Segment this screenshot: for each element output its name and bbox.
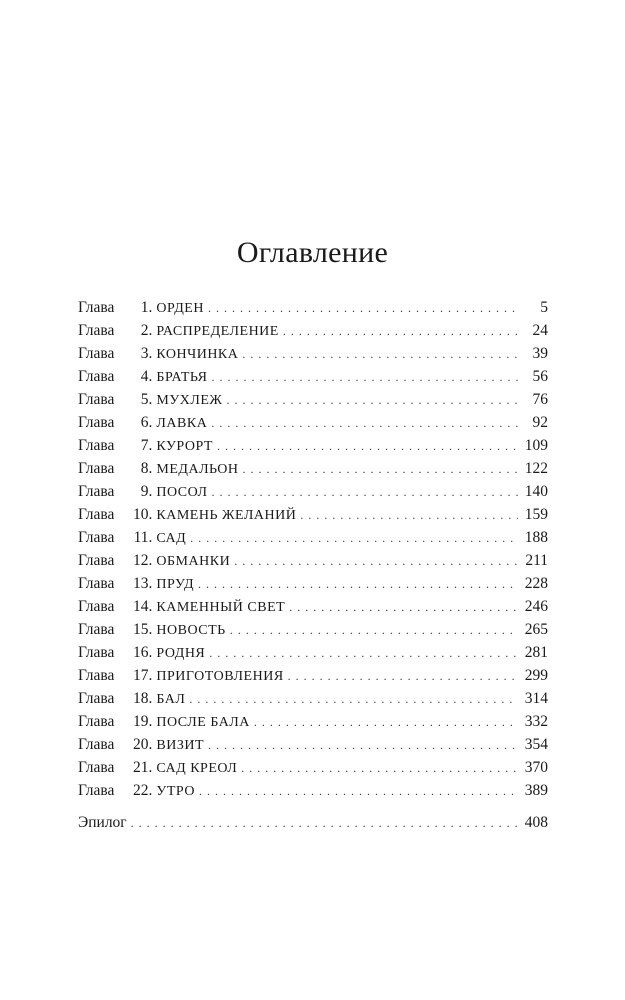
chapter-page: 159 [524, 506, 548, 523]
chapter-number: 4. [140, 368, 153, 385]
dot-leader [241, 757, 518, 780]
dot-leader [212, 366, 518, 389]
chapter-page: 389 [524, 782, 548, 799]
toc-entry-chapter-4[interactable] [78, 365, 548, 388]
chapter-title: САД [156, 531, 187, 546]
toc-entry-chapter-13[interactable] [78, 572, 548, 595]
chapter-title: ОБМАНКИ [156, 554, 231, 569]
epilogue-page: 408 [524, 814, 548, 831]
chapter-page: 122 [524, 460, 548, 477]
toc-entry-chapter-3[interactable] [78, 342, 548, 365]
chapter-number: 8. [140, 460, 153, 477]
dot-leader [212, 481, 518, 504]
chapter-number: 1. [140, 299, 153, 316]
chapter-title: БАЛ [156, 692, 186, 707]
chapter-word: Глава [78, 644, 115, 661]
chapter-number: 5. [140, 391, 153, 408]
chapter-number: 20. [133, 736, 153, 753]
epilogue-title: Эпилог [78, 814, 127, 831]
dot-leader [242, 458, 518, 481]
chapter-word: Глава [78, 575, 115, 592]
toc-entry-chapter-22[interactable] [78, 779, 548, 802]
chapter-word: Глава [78, 782, 115, 799]
chapter-page: 332 [524, 713, 548, 730]
chapter-number: 3. [140, 345, 153, 362]
chapter-page: 246 [524, 598, 548, 615]
chapter-word: Глава [78, 690, 115, 707]
toc-entry-chapter-11[interactable] [78, 526, 548, 549]
toc-entry-chapter-17[interactable] [78, 664, 548, 687]
chapter-number: 19. [133, 713, 153, 730]
chapter-title: ПОСОЛ [156, 485, 208, 500]
dot-leader [300, 504, 518, 527]
table-of-contents [78, 296, 548, 834]
chapter-title: КОНЧИНКА [156, 347, 239, 362]
toc-entry-chapter-1[interactable] [78, 296, 548, 319]
chapter-number: 17. [133, 667, 153, 684]
chapter-title: ОРДЕН [156, 301, 204, 316]
dot-leader [230, 619, 518, 642]
chapter-number: 22. [133, 782, 153, 799]
chapter-title: УТРО [156, 784, 195, 799]
chapter-title: МЕДАЛЬОН [156, 462, 239, 477]
chapter-number: 12. [133, 552, 153, 569]
toc-entry-chapter-5[interactable] [78, 388, 548, 411]
toc-entry-chapter-15[interactable] [78, 618, 548, 641]
chapter-title: НОВОСТЬ [156, 623, 226, 638]
dot-leader [234, 550, 518, 573]
toc-entry-chapter-21[interactable] [78, 756, 548, 779]
dot-leader [211, 412, 518, 435]
dot-leader [209, 642, 518, 665]
chapter-title: ПРИГОТОВЛЕНИЯ [156, 669, 284, 684]
dot-leader [289, 596, 518, 619]
chapter-word: Глава [78, 552, 115, 569]
chapter-word: Глава [78, 391, 115, 408]
dot-leader [190, 527, 518, 550]
chapter-page: 188 [524, 529, 548, 546]
toc-entry-chapter-18[interactable] [78, 687, 548, 710]
toc-entry-chapter-14[interactable] [78, 595, 548, 618]
chapter-word: Глава [78, 529, 115, 546]
chapter-page: 314 [524, 690, 548, 707]
chapter-title: ПОСЛЕ БАЛА [156, 715, 250, 730]
toc-entry-chapter-16[interactable] [78, 641, 548, 664]
toc-entry-epilogue[interactable] [78, 811, 548, 834]
chapter-word: Глава [78, 322, 115, 339]
chapter-word: Глава [78, 437, 115, 454]
dot-leader [189, 688, 518, 711]
chapter-number: 14. [133, 598, 153, 615]
toc-entry-chapter-8[interactable] [78, 457, 548, 480]
dot-leader [217, 435, 518, 458]
chapter-page: 299 [524, 667, 548, 684]
chapter-number: 11. [133, 529, 153, 546]
chapter-title: САД КРЕОЛ [156, 761, 238, 776]
chapter-word: Глава [78, 713, 115, 730]
chapter-page: 370 [524, 759, 548, 776]
chapter-page: 109 [524, 437, 548, 454]
chapter-number: 2. [140, 322, 153, 339]
toc-entry-chapter-10[interactable] [78, 503, 548, 526]
toc-entry-chapter-7[interactable] [78, 434, 548, 457]
chapter-page: 265 [524, 621, 548, 638]
chapter-page: 140 [524, 483, 548, 500]
chapter-page: 211 [525, 552, 548, 569]
chapter-word: Глава [78, 621, 115, 638]
toc-entry-chapter-6[interactable] [78, 411, 548, 434]
chapter-page: 24 [532, 322, 548, 339]
chapter-number: 9. [140, 483, 153, 500]
chapter-word: Глава [78, 736, 115, 753]
dot-leader [199, 780, 518, 803]
chapter-word: Глава [78, 414, 115, 431]
chapter-title: РАСПРЕДЕЛЕНИЕ [156, 324, 279, 339]
dot-leader [254, 711, 518, 734]
chapter-page: 92 [532, 414, 548, 431]
chapter-word: Глава [78, 506, 115, 523]
page-title: Оглавление [236, 236, 389, 269]
chapter-title: МУХЛЕЖ [156, 393, 223, 408]
chapter-word: Глава [78, 759, 115, 776]
dot-leader [208, 297, 518, 320]
chapter-page: 281 [524, 644, 548, 661]
dot-leader [288, 665, 518, 688]
chapter-word: Глава [78, 345, 115, 362]
chapter-title: БРАТЬЯ [156, 370, 208, 385]
chapter-title: РОДНЯ [156, 646, 206, 661]
chapter-number: 6. [140, 414, 153, 431]
dot-leader [283, 320, 518, 343]
chapter-page: 76 [532, 391, 548, 408]
chapter-number: 15. [133, 621, 153, 638]
chapter-word: Глава [78, 598, 115, 615]
chapter-title: ПРУД [156, 577, 195, 592]
dot-leader [226, 389, 518, 412]
toc-entry-chapter-2[interactable] [78, 319, 548, 342]
chapter-word: Глава [78, 368, 115, 385]
chapter-page: 39 [532, 345, 548, 362]
chapter-number: 10. [133, 506, 153, 523]
chapter-title: КАМЕНЬ ЖЕЛАНИЙ [156, 508, 297, 523]
chapter-number: 21. [133, 759, 153, 776]
dot-leader [131, 812, 518, 835]
chapter-title: ЛАВКА [156, 416, 208, 431]
toc-entry-chapter-9[interactable] [78, 480, 548, 503]
toc-entry-chapter-12[interactable] [78, 549, 548, 572]
chapter-number: 7. [140, 437, 153, 454]
chapter-word: Глава [78, 299, 115, 316]
chapter-page: 228 [524, 575, 548, 592]
chapter-number: 13. [133, 575, 153, 592]
chapter-page: 354 [524, 736, 548, 753]
chapter-number: 16. [133, 644, 153, 661]
chapter-page: 5 [540, 299, 548, 316]
chapter-title: КУРОРТ [156, 439, 213, 454]
chapter-word: Глава [78, 460, 115, 477]
dot-leader [198, 573, 518, 596]
toc-entry-chapter-19[interactable] [78, 710, 548, 733]
chapter-title: ВИЗИТ [156, 738, 205, 753]
toc-entry-chapter-20[interactable] [78, 733, 548, 756]
chapter-word: Глава [78, 667, 115, 684]
chapter-title: КАМЕННЫЙ СВЕТ [156, 600, 286, 615]
chapter-word: Глава [78, 483, 115, 500]
chapter-number: 18. [133, 690, 153, 707]
chapter-page: 56 [532, 368, 548, 385]
dot-leader [208, 734, 518, 757]
dot-leader [242, 343, 518, 366]
